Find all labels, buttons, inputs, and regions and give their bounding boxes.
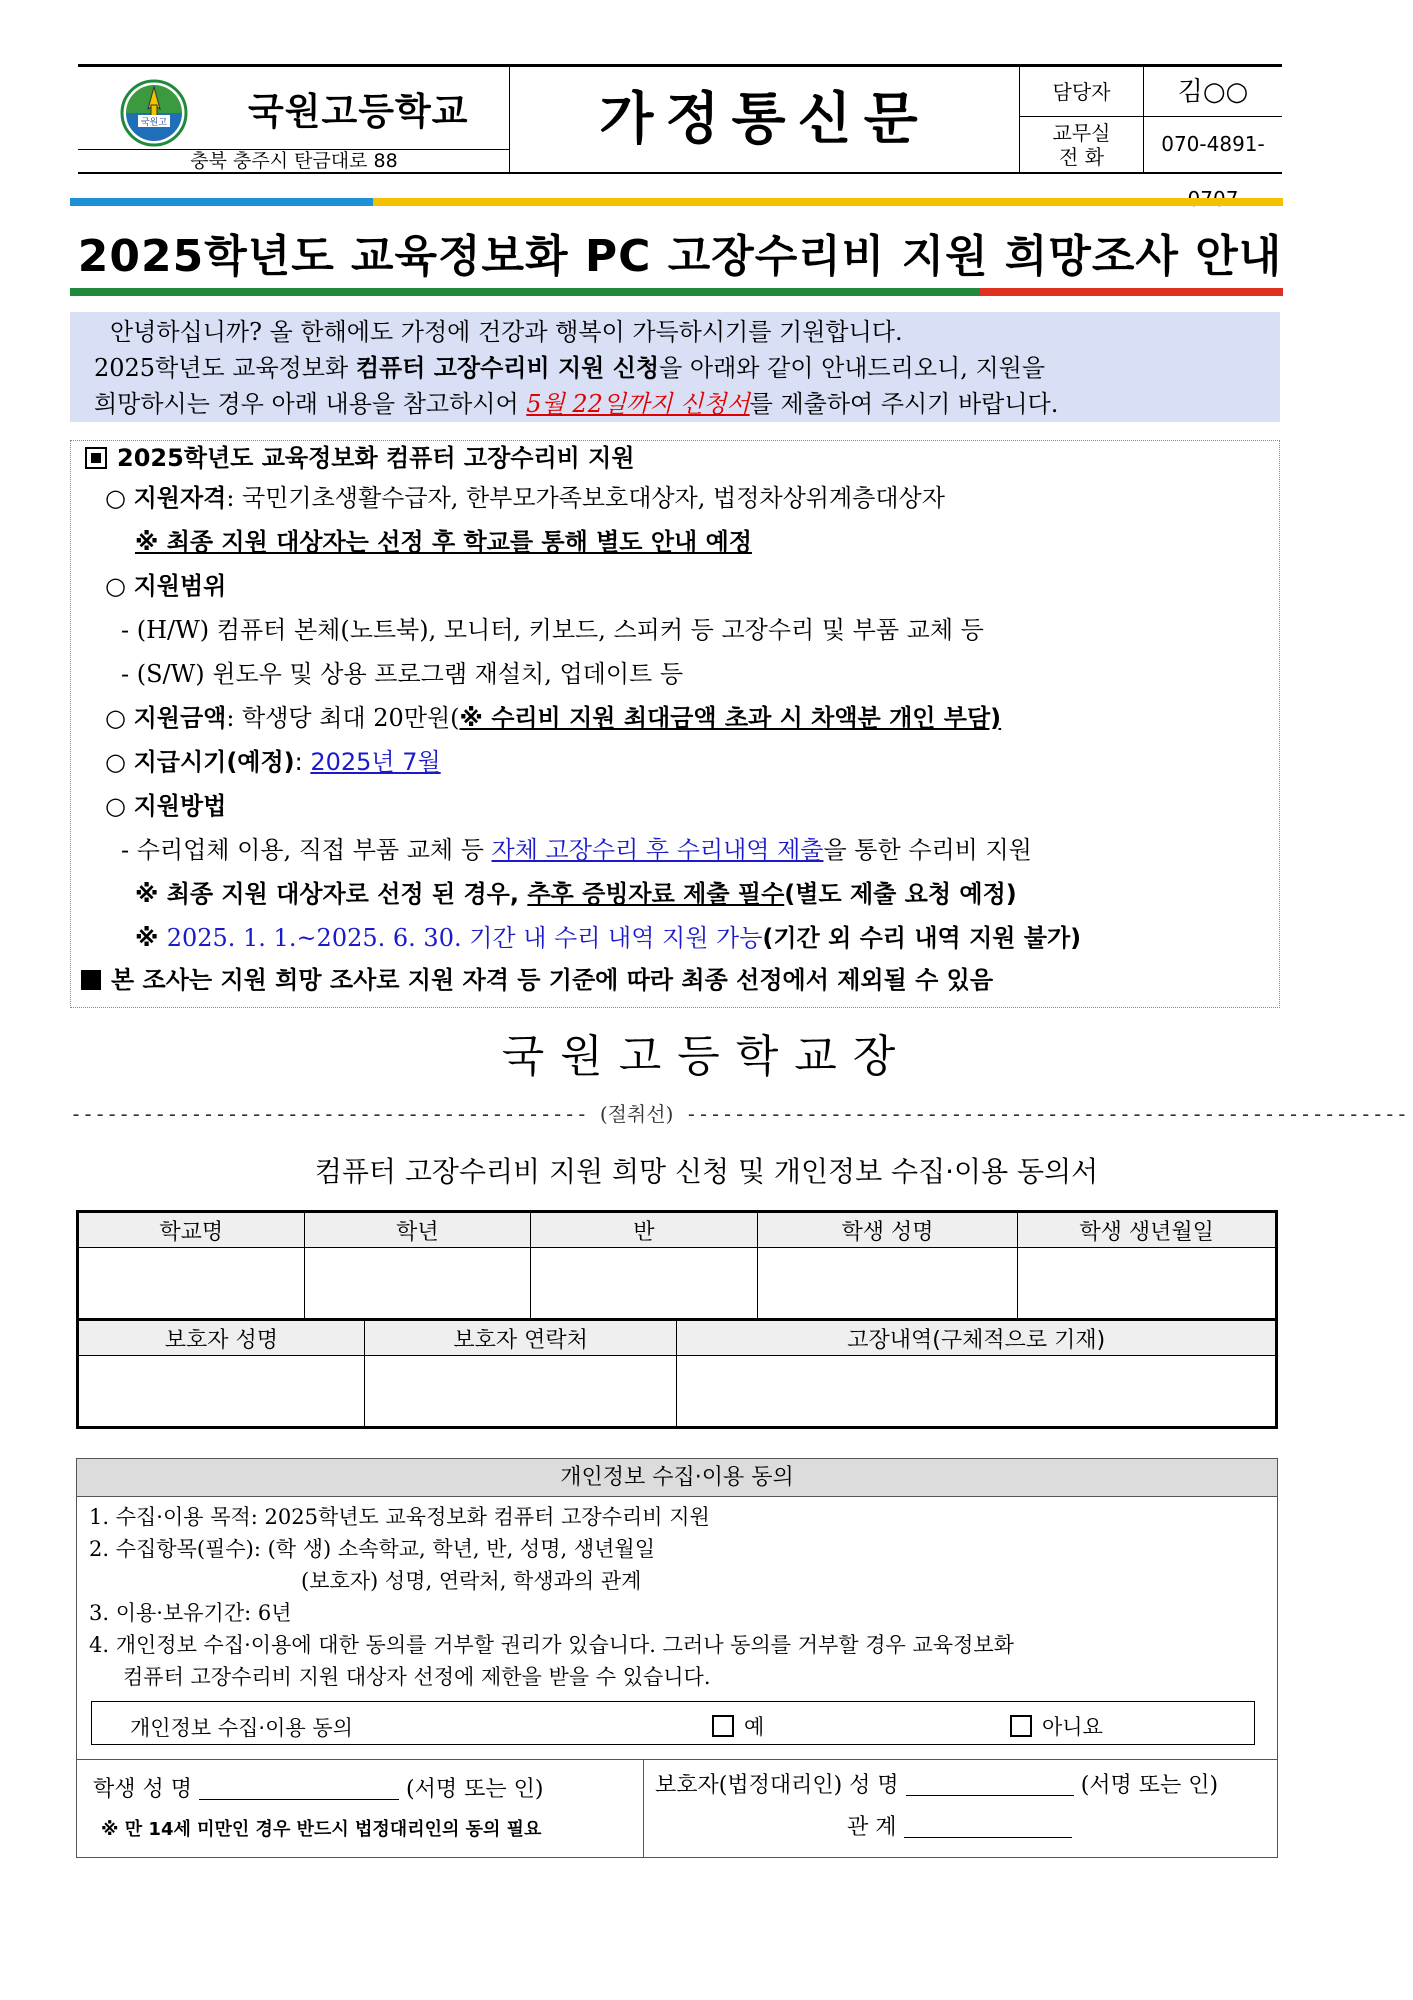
school-address: 충북 충주시 탄금대로 88 <box>78 149 510 172</box>
input-class[interactable] <box>531 1248 758 1320</box>
student-info-table <box>76 1210 1278 1321</box>
agree-no-option[interactable]: 아니요 <box>1010 1711 1103 1741</box>
intro-line3: 희망하시는 경우 아래 내용을 참고하시어 5월 22일까지 신청서를 제출하여 주시기 바랍니다. <box>94 390 1059 418</box>
phone-label-line2: 전 화 <box>1059 145 1104 169</box>
input-guardian-name[interactable] <box>78 1356 365 1428</box>
consent-item2: 2. 수집항목(필수): (학 생) 소속학교, 학년, 반, 성명, 생년월일 <box>89 1537 655 1561</box>
input-birthdate[interactable] <box>1018 1248 1277 1320</box>
eligibility-line: ○ 지원자격: 국민기초생활수급자, 한부모가족보호대상자, 법정차상위계층대상자 <box>105 484 945 512</box>
school-cell <box>78 67 510 172</box>
input-guardian-phone[interactable] <box>364 1356 677 1428</box>
phone-label <box>1020 117 1144 172</box>
payment-line: ○ 지급시기(예정): 2025년 7월 <box>105 748 441 776</box>
eligibility-note: ※ 최종 지원 대상자는 선정 후 학교를 통해 별도 안내 예정 <box>135 528 752 556</box>
student-sign-line: 학생 성 명 (서명 또는 인) <box>93 1777 544 1802</box>
school-name: 국원고등학교 <box>248 90 469 133</box>
support-section <box>70 440 1280 1008</box>
minor-note: ※ 만 14세 미만인 경우 반드시 법정대리인의 동의 필요 <box>101 1819 542 1840</box>
contact-name: 김○○ <box>1144 67 1282 117</box>
intro-line2: 2025학년도 교육정보화 컴퓨터 고장수리비 지원 신청을 아래와 같이 안내드리오니, 지원을 <box>94 353 1045 382</box>
deadline-text: 5월 22일까지 신청서 <box>526 390 750 418</box>
green-bar-bottom <box>70 288 980 296</box>
final-note: 본 조사는 지원 희망 조사로 지원 자격 등 기준에 따라 최종 선정에서 제외될 수 있음 <box>81 963 993 997</box>
agree-yes-option[interactable]: 예 <box>712 1711 764 1741</box>
principal-signature: 국원고등학교장 <box>501 1031 912 1082</box>
consent-box <box>76 1458 1278 1858</box>
intro-line1: 안녕하십니까? 올 한해에도 가정에 건강과 행복이 가득하시기를 기원합니다. <box>110 318 903 346</box>
scope-hw: - (H/W) 컴퓨터 본체(노트북), 모니터, 키보드, 스피커 등 고장수리 및 부품 교체 등 <box>121 616 984 644</box>
form-title: 컴퓨터 고장수리비 지원 희망 신청 및 개인정보 수집·이용 동의서 <box>314 1155 1099 1188</box>
input-student-name[interactable] <box>757 1248 1018 1320</box>
student-sign-blank[interactable] <box>199 1780 399 1800</box>
phone-label-line1: 교무실 <box>1052 121 1111 145</box>
document-type: 가정통신문 <box>510 67 1020 172</box>
section-heading: 2025학년도 교육정보화 컴퓨터 고장수리비 지원 <box>85 441 635 475</box>
yes-checkbox[interactable] <box>712 1715 734 1737</box>
signature-area <box>77 1759 1277 1857</box>
relation-blank[interactable] <box>904 1818 1072 1838</box>
cut-line: ------------------------------------------- (절취선) ------------------------------------------------------------ <box>70 1102 1408 1126</box>
header-grade: 학년 <box>304 1212 531 1248</box>
consent-item4b: 컴퓨터 고장수리비 지원 대상자 선정에 제한을 받을 수 있습니다. <box>123 1665 711 1689</box>
note-period: ※ 2025. 1. 1.~2025. 6. 30. 기간 내 수리 내역 지원 가능(기간 외 수리 내역 지원 불가) <box>135 924 1082 952</box>
page-title: 2025학년도 교육정보화 PC 고장수리비 지원 희망조사 안내 <box>77 231 1283 282</box>
scope-line: ○ 지원범위 <box>105 572 227 600</box>
header-class: 반 <box>531 1212 758 1248</box>
header-guardian-name: 보호자 성명 <box>78 1320 365 1356</box>
payment-date: 2025년 7월 <box>310 748 441 776</box>
header-fault-detail: 고장내역(구체적으로 기재) <box>677 1320 1277 1356</box>
consent-heading: 개인정보 수집·이용 동의 <box>77 1459 1277 1497</box>
guardian-sign-blank[interactable] <box>906 1776 1074 1796</box>
consent-item3: 3. 이용·보유기간: 6년 <box>89 1601 292 1625</box>
red-bar-bottom <box>980 288 1283 296</box>
no-checkbox[interactable] <box>1010 1715 1032 1737</box>
input-school[interactable] <box>78 1248 305 1320</box>
amount-line: ○ 지원금액: 학생당 최대 20만원(※ 수리비 지원 최대금액 초과 시 차액분 개인 부담) <box>105 704 1002 732</box>
header-guardian-phone: 보호자 연락처 <box>364 1320 677 1356</box>
input-fault-detail[interactable] <box>677 1356 1277 1428</box>
agree-label: 개인정보 수집·이용 동의 <box>130 1716 353 1740</box>
consent-item1: 1. 수집·이용 목적: 2025학년도 교육정보화 컴퓨터 고장수리비 지원 <box>89 1505 710 1529</box>
method-line: ○ 지원방법 <box>105 792 227 820</box>
agree-row <box>91 1701 1255 1745</box>
header-school: 학교명 <box>78 1212 305 1248</box>
method-detail: - 수리업체 이용, 직접 부품 교체 등 자체 고장수리 후 수리내역 제출을 통한 수리비 지원 <box>121 836 1032 864</box>
blue-bar-top <box>70 198 373 206</box>
note-evidence: ※ 최종 지원 대상자로 선정 된 경우, 추후 증빙자료 제출 필수(별도 제출 요청 예정) <box>135 880 1017 908</box>
phone-number: 070-4891- <box>1161 132 1265 156</box>
school-logo-icon <box>120 79 188 147</box>
contact-label: 담당자 <box>1020 67 1144 117</box>
checkbox-filled-icon <box>85 447 107 469</box>
guardian-sign-line: 보호자(법정대리인) 성 명 (서명 또는 인) <box>655 1773 1219 1798</box>
yellow-bar-top <box>373 198 1283 206</box>
logo-text: 국원고 <box>140 118 168 128</box>
guardian-info-table <box>76 1318 1278 1429</box>
black-square-icon <box>81 970 101 990</box>
relation-line: 관 계 <box>847 1812 1072 1844</box>
header-birthdate: 학생 생년월일 <box>1018 1212 1277 1248</box>
document-header <box>78 64 1282 174</box>
input-grade[interactable] <box>304 1248 531 1320</box>
consent-item2b: (보호자) 성명, 연락처, 학생과의 관계 <box>301 1569 642 1593</box>
header-student-name: 학생 성명 <box>757 1212 1018 1248</box>
scope-sw: - (S/W) 윈도우 및 상용 프로그램 재설치, 업데이트 등 <box>121 660 684 688</box>
intro-box <box>70 312 1280 422</box>
consent-item4: 4. 개인정보 수집·이용에 대한 동의를 거부할 권리가 있습니다. 그러나 동의를 거부할 경우 교육정보화 <box>89 1633 1014 1657</box>
